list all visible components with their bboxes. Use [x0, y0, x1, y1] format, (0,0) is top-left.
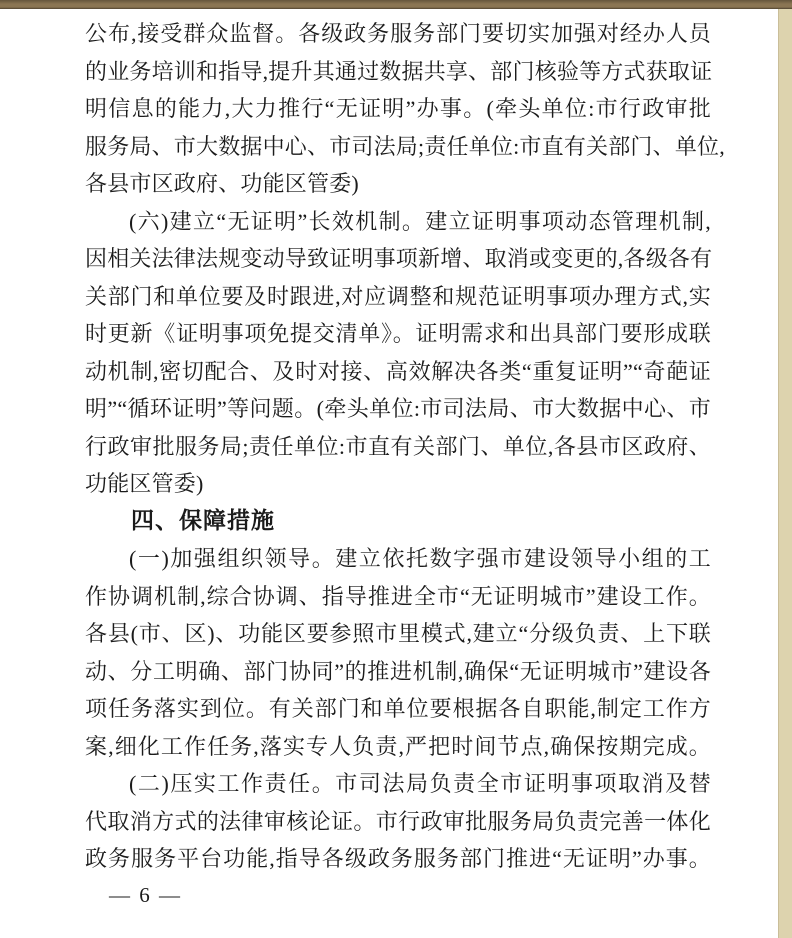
text-line: 案,细化工作任务,落实专人负责,严把时间节点,确保按期完成。 [85, 733, 711, 759]
text-line: (六)建立“无证明”长效机制。建立证明事项动态管理机制, [129, 208, 711, 234]
text-line: 作协调机制,综合协调、指导推进全市“无证明城市”建设工作。 [85, 583, 711, 609]
text-line: 明信息的能力,大力推行“无证明”办事。(牵头单位:市行政审批 [85, 96, 711, 121]
text-line: 各县市区政府、功能区管委) [85, 171, 359, 196]
text-line: 代取消方式的法律审核论证。市行政审批服务局负责完善一体化 [85, 808, 711, 834]
text-line: 公布,接受群众监督。各级政务服务部门要切实加强对经办人员 [85, 21, 711, 46]
scan-edge-top [0, 0, 792, 9]
text-line: 动机制,密切配合、及时对接、高效解决各类“重复证明”“奇葩证 [85, 358, 711, 384]
text-line: 明”“循环证明”等问题。(牵头单位:市司法局、市大数据中心、市 [85, 396, 711, 421]
text-line: (一)加强组织领导。建立依托数字强市建设领导小组的工 [129, 546, 711, 571]
text-line: 项任务落实到位。有关部门和单位要根据各自职能,制定工作方 [85, 696, 711, 721]
text-line: 因相关法律法规变动导致证明事项新增、取消或变更的,各级各有 [85, 246, 713, 271]
text-line: 关部门和单位要及时跟进,对应调整和规范证明事项办理方式,实 [85, 283, 711, 309]
scan-edge-right [778, 9, 792, 938]
section-heading: 四、保障措施 [131, 507, 275, 534]
page-body [85, 15, 725, 908]
text-line: 各县(市、区)、功能区要参照市里模式,建立“分级负责、上下联 [85, 621, 711, 646]
text-line: (二)压实工作责任。市司法局负责全市证明事项取消及替 [129, 771, 711, 796]
page-number: — 6 — [109, 882, 182, 907]
text-line: 政务服务平台功能,指导各级政务服务部门推进“无证明”办事。 [85, 846, 711, 871]
text-line: 功能区管委) [85, 471, 204, 496]
text-line: 行政审批服务局;责任单位:市直有关部门、单位,各县市区政府、 [85, 433, 711, 459]
text-line: 时更新《证明事项免提交清单》。证明需求和出具部门要形成联 [85, 321, 711, 346]
text-line: 的业务培训和指导,提升其通过数据共享、部门核验等方式获取证 [85, 58, 713, 84]
text-line: 服务局、市大数据中心、市司法局;责任单位:市直有关部门、单位, [85, 133, 725, 159]
text-line: 动、分工明确、部门协同”的推进机制,确保“无证明城市”建设各 [85, 658, 711, 684]
